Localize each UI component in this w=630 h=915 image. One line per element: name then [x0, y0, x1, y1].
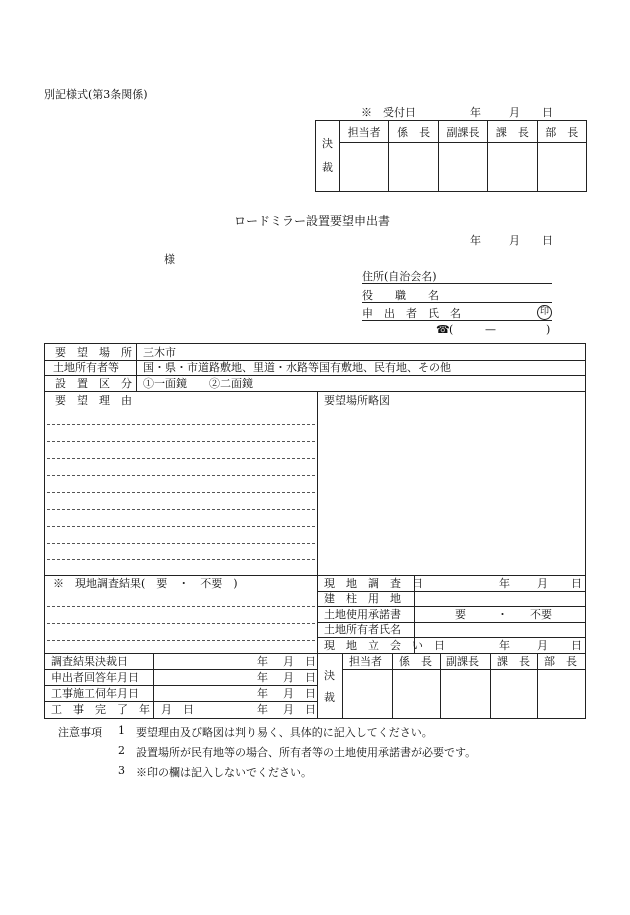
install-value[interactable]: ①一面鏡 ②二面鏡 — [143, 377, 253, 390]
bottom-role-kakarichou: 係 長 — [399, 655, 432, 668]
consent-sep: ・ — [497, 608, 508, 621]
owner-name-label: 土地所有者氏名 — [324, 623, 401, 636]
witness-date-day: 日 — [571, 639, 582, 652]
phone-close: ) — [546, 323, 551, 336]
addressee-suffix: 様 — [164, 253, 175, 266]
receipt-date-label: ※ 受付日 — [361, 106, 416, 119]
reply-date-year: 年 — [257, 671, 268, 684]
position-label: 役 職 名 — [362, 289, 439, 302]
survey-date-day: 日 — [571, 577, 582, 590]
form-title: ロードミラー設置要望申出書 — [234, 214, 391, 228]
phone-open: ( — [449, 323, 454, 336]
result-date-year: 年 — [257, 655, 268, 668]
result-date-month: 月 — [283, 655, 294, 668]
name-label: 申 出 者 氏 名 — [362, 307, 461, 320]
pole-land-label: 建 柱 用 地 — [324, 592, 401, 605]
reason-label: 要 望 理 由 — [55, 394, 132, 407]
request-form — [44, 343, 586, 719]
kessai-cell: 決 裁 — [316, 121, 340, 192]
stamp-box[interactable] — [389, 143, 438, 192]
completion-date-year: 年 — [257, 703, 268, 716]
receipt-day: 日 — [542, 106, 553, 119]
consent-label: 土地使用承諾書 — [324, 608, 401, 621]
construction-date-month: 月 — [283, 687, 294, 700]
location-value[interactable]: 三木市 — [143, 346, 176, 359]
reason-area[interactable] — [45, 408, 317, 574]
owner-value[interactable]: 国・県・市道路敷地、里道・水路等国有敷地、民有地、その他 — [143, 361, 451, 374]
approval-table-top — [315, 120, 587, 192]
notes-heading: 注意事項 — [58, 726, 102, 739]
stamp-box[interactable] — [488, 143, 537, 192]
position-field[interactable] — [362, 287, 552, 303]
role-kakarichou: 係 長 — [389, 121, 438, 143]
reply-date-month: 月 — [283, 671, 294, 684]
install-label: 設 置 区 分 — [55, 377, 132, 390]
date-month: 月 — [509, 234, 520, 247]
phone-dash: — — [485, 323, 496, 336]
survey-date-year: 年 — [499, 577, 510, 590]
completion-date-month: 月 — [283, 703, 294, 716]
role-tantousha: 担当者 — [340, 121, 389, 143]
construction-date-day: 日 — [305, 687, 316, 700]
completion-date-label: 工 事 完 了 年 月 日 — [51, 703, 194, 716]
bottom-sai: 裁 — [324, 691, 335, 704]
role-buchou: 部 長 — [537, 121, 586, 143]
owner-label: 土地所有者等 — [53, 361, 119, 374]
construction-date-label: 工事施工伺年月日 — [51, 687, 139, 700]
role-kachou: 課 長 — [488, 121, 537, 143]
stamp-box[interactable] — [537, 143, 586, 192]
survey-date-label: 現 地 調 査 日 — [324, 577, 423, 590]
witness-date-year: 年 — [499, 639, 510, 652]
note-1-text: 要望理由及び略図は判り易く、具体的に記入してください。 — [136, 726, 433, 739]
stamp-box[interactable] — [438, 143, 487, 192]
sketch-label: 要望場所略図 — [324, 394, 390, 407]
note-3-num: 3 — [118, 764, 125, 777]
note-2-text: 設置場所が民有地等の場合、所有者等の土地使用承諾書が必要です。 — [136, 746, 477, 759]
reply-date-day: 日 — [305, 671, 316, 684]
seal-icon: 印 — [537, 305, 552, 320]
consent-no[interactable]: 不要 — [530, 608, 552, 621]
address-field[interactable] — [362, 268, 552, 284]
witness-date-month: 月 — [537, 639, 548, 652]
result-date-day: 日 — [305, 655, 316, 668]
survey-result-label: ※ 現地調査結果( 要 ・ 不要 ) — [53, 577, 238, 590]
name-field[interactable] — [362, 305, 552, 321]
form-reference: 別記様式(第3条関係) — [44, 88, 148, 101]
reply-date-label: 申出者回答年月日 — [51, 671, 139, 684]
consent-yes[interactable]: 要 — [455, 608, 466, 621]
role-fukukachou: 副課長 — [438, 121, 487, 143]
bottom-role-buchou: 部 長 — [544, 655, 577, 668]
location-label: 要 望 場 所 — [55, 346, 132, 359]
completion-date-day: 日 — [305, 703, 316, 716]
witness-date-label: 現 地 立 会 い 日 — [324, 639, 445, 652]
stamp-box[interactable] — [340, 143, 389, 192]
result-date-label: 調査結果決裁日 — [51, 655, 128, 668]
bottom-kessai: 決 — [324, 669, 335, 682]
bottom-role-fukukachou: 副課長 — [446, 655, 479, 668]
date-year: 年 — [470, 234, 481, 247]
construction-date-year: 年 — [257, 687, 268, 700]
bottom-role-kachou: 課 長 — [497, 655, 530, 668]
phone-icon: ☎ — [436, 323, 450, 336]
note-2-num: 2 — [118, 744, 125, 757]
address-label: 住所(自治会名) — [362, 270, 437, 283]
note-1-num: 1 — [118, 724, 125, 737]
note-3-text: ※印の欄は記入しないでください。 — [136, 766, 312, 779]
date-day: 日 — [542, 234, 553, 247]
bottom-role-tantousha: 担当者 — [349, 655, 382, 668]
receipt-month: 月 — [509, 106, 520, 119]
survey-date-month: 月 — [537, 577, 548, 590]
sketch-area[interactable] — [318, 408, 585, 574]
receipt-year: 年 — [470, 106, 481, 119]
